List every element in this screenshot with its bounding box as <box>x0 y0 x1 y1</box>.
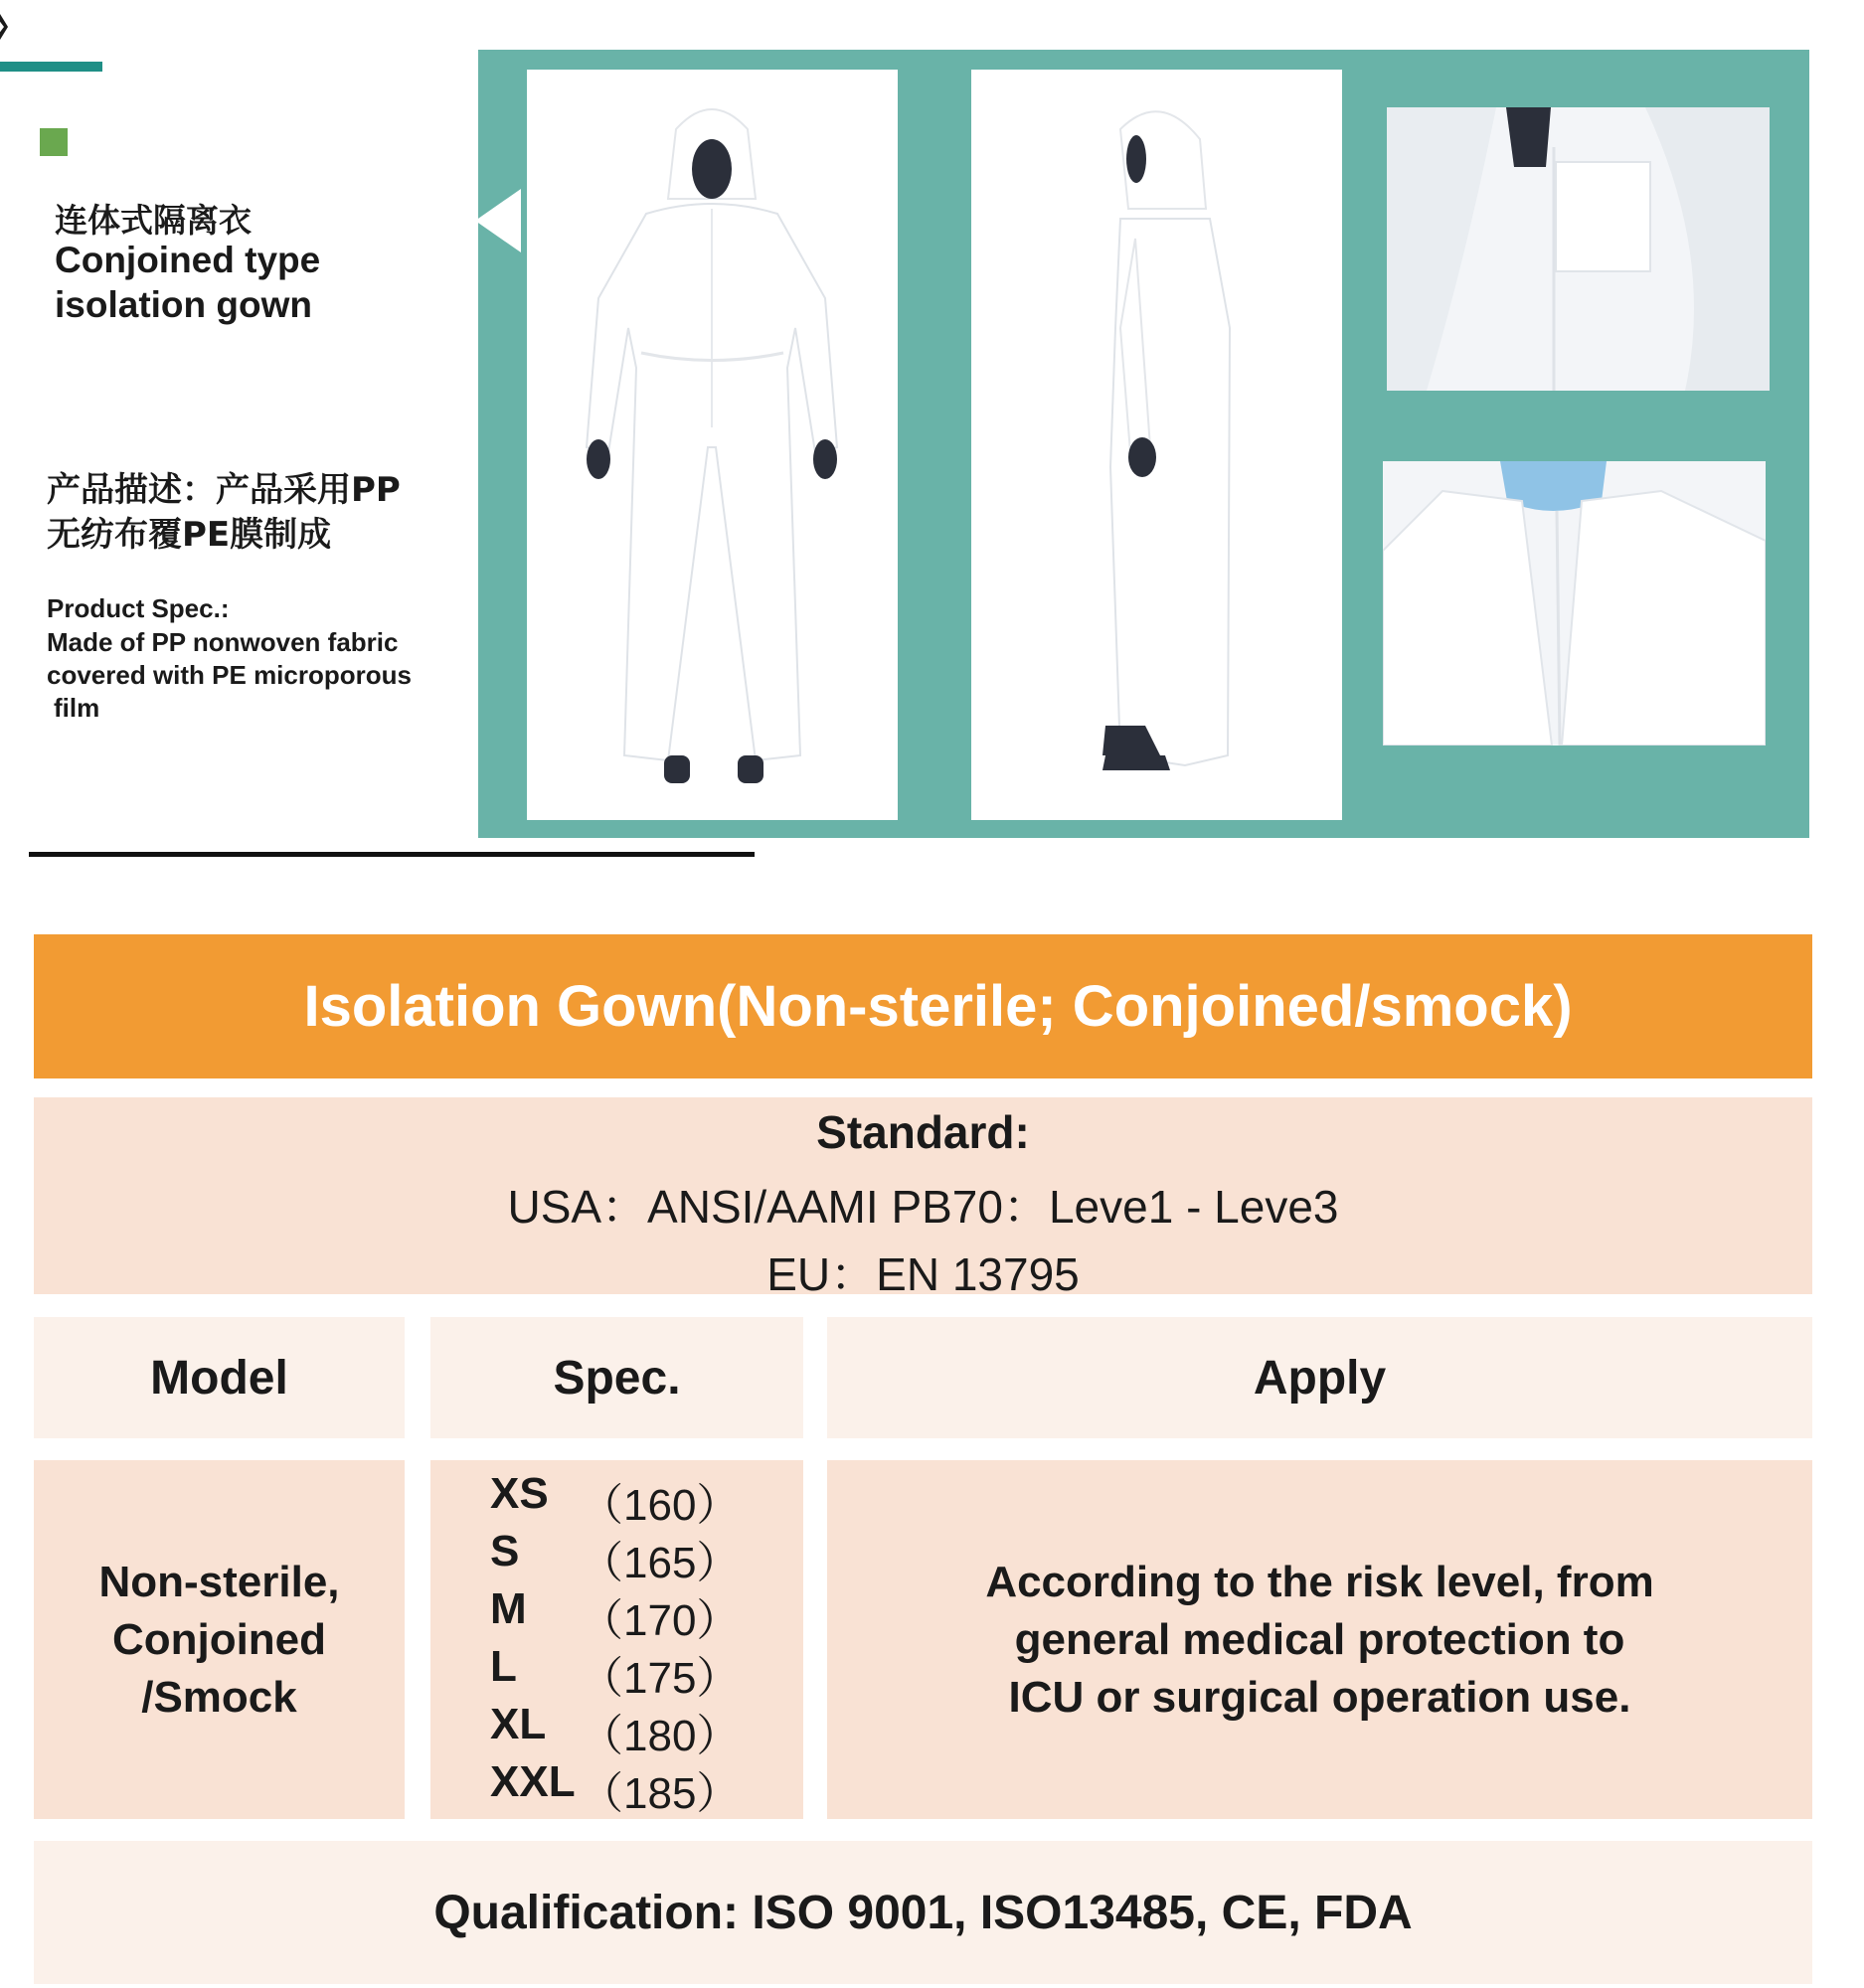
product-spec-line-1: Made of PP nonwoven fabric <box>47 627 399 657</box>
collar-detail-figure <box>1383 461 1766 746</box>
spec-size: XS <box>490 1469 549 1518</box>
model-line-2: Conjoined <box>111 1614 327 1664</box>
standard-label: Standard: <box>816 1106 1030 1158</box>
spec-row <box>430 1757 803 1818</box>
spec-row <box>430 1584 803 1645</box>
model-cell <box>34 1460 405 1819</box>
zipper-detail-figure <box>1387 107 1770 391</box>
product-title-cn: 连体式隔离衣 <box>55 201 252 240</box>
gown-front-figure <box>527 70 898 820</box>
spec-size: M <box>490 1584 527 1633</box>
model-line-3: /Smock <box>141 1672 297 1722</box>
qualification-row: Qualification: ISO 9001, ISO13485, CE, FDA <box>34 1841 1812 1984</box>
gown-zipper-detail-photo <box>1387 107 1770 391</box>
model-line-1: Non-sterile, <box>98 1557 340 1606</box>
product-spec-label: Product Spec.: <box>47 593 230 623</box>
spec-size: S <box>490 1527 520 1575</box>
gown-side-photo <box>971 70 1342 820</box>
spec-value: （185） <box>580 1769 741 1818</box>
product-title-en-1: Conjoined type <box>55 240 321 280</box>
corner-mark <box>0 14 8 40</box>
table-title: Isolation Gown(Non-sterile; Conjoined/smock) <box>303 974 1573 1039</box>
spec-value: （165） <box>580 1539 741 1587</box>
spec-value: （175） <box>580 1654 741 1703</box>
gown-front-photo <box>527 70 898 820</box>
green-square-marker <box>40 128 68 156</box>
apply-line-1: According to the risk level, from <box>985 1557 1654 1606</box>
spec-size: XL <box>490 1700 547 1748</box>
product-title-en-2: isolation gown <box>55 284 312 325</box>
spec-value: （180） <box>580 1712 741 1760</box>
panel-notch <box>475 189 521 252</box>
spec-row <box>430 1642 803 1703</box>
standard-usa: USA：ANSI/AAMI PB70：Leve1 - Leve3 <box>507 1181 1339 1233</box>
spec-row <box>430 1700 803 1760</box>
spec-list <box>430 1469 803 1818</box>
product-spec-line-2: covered with PE microporous <box>47 660 412 690</box>
gown-collar-detail-photo <box>1383 461 1766 746</box>
product-desc-cn-2: 无纺布覆PE膜制成 <box>47 515 332 555</box>
spec-row <box>430 1469 803 1530</box>
product-desc-cn-1: 产品描述：产品采用PP <box>47 470 401 510</box>
spec-value: （160） <box>580 1481 741 1530</box>
header-model: Model <box>34 1317 405 1438</box>
gown-side-figure <box>971 70 1342 820</box>
product-spec-line-3: film <box>54 693 100 723</box>
spec-value: （170） <box>580 1596 741 1645</box>
divider-rule <box>29 852 755 857</box>
teal-accent-line <box>0 62 102 72</box>
spec-size: L <box>490 1642 517 1691</box>
spec-size: XXL <box>490 1757 576 1806</box>
standard-eu: EU：EN 13795 <box>766 1248 1080 1300</box>
spec-row <box>430 1527 803 1587</box>
header-spec: Spec. <box>430 1317 803 1438</box>
header-apply: Apply <box>827 1317 1812 1438</box>
apply-cell <box>827 1460 1812 1819</box>
apply-line-2: general medical protection to <box>1014 1614 1625 1664</box>
apply-line-3: ICU or surgical operation use. <box>1008 1672 1631 1722</box>
